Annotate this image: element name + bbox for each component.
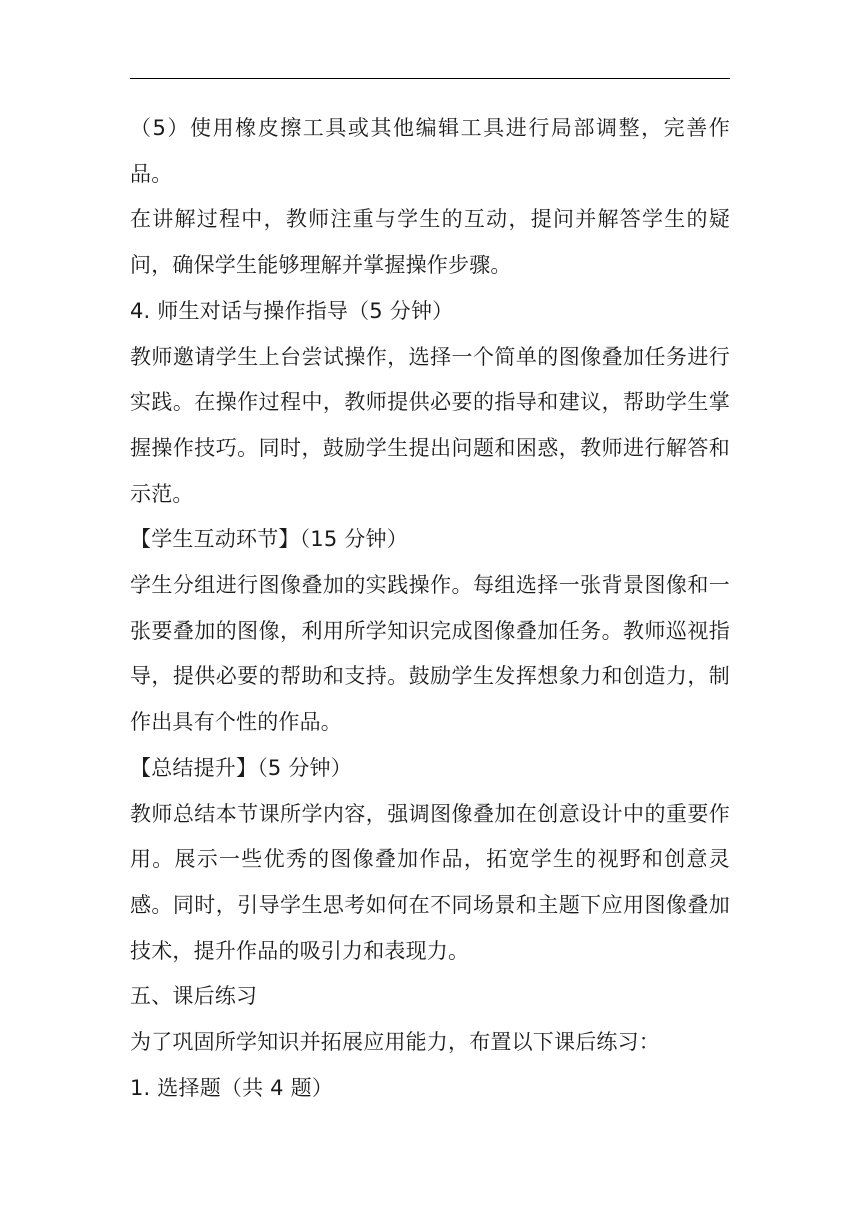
heading-summary: 【总结提升】（5 分钟） <box>130 755 352 780</box>
document-body <box>130 106 730 1111</box>
heading-homework: 五、课后练习 <box>130 984 258 1009</box>
paragraph-interaction-note: 在讲解过程中，教师注重与学生的互动，提问并解答学生的疑问，确保学生能够理解并掌握操作步骤。 <box>130 207 730 278</box>
heading-dialogue-guidance: 4. 师生对话与操作指导（5 分钟） <box>130 298 454 323</box>
paragraph-homework-intro: 为了巩固所学知识并拓展应用能力，布置以下课后练习： <box>130 1030 660 1055</box>
paragraph-summary: 教师总结本节课所学内容，强调图像叠加在创意设计中的重要作用。展示一些优秀的图像叠加作品，拓宽学生的视野和创意灵感。同时，引导学生思考如何在不同场景和主题下应用图像叠加技术，提升作品的吸引力和表现力。 <box>130 801 730 963</box>
paragraph-dialogue-guidance: 教师邀请学生上台尝试操作，选择一个简单的图像叠加任务进行实践。在操作过程中，教师提供必要的指导和建议，帮助学生掌握操作技巧。同时，鼓励学生提出问题和困惑，教师进行解答和示范。 <box>130 344 730 506</box>
heading-student-interaction: 【学生互动环节】（15 分钟） <box>130 527 408 552</box>
paragraph-step-5: （5）使用橡皮擦工具或其他编辑工具进行局部调整，完善作品。 <box>130 116 730 186</box>
paragraph-student-interaction: 学生分组进行图像叠加的实践操作。每组选择一张背景图像和一张要叠加的图像，利用所学知识完成图像叠加任务。教师巡视指导，提供必要的帮助和支持。鼓励学生发挥想象力和创造力，制作出具有个性的作品。 <box>130 573 730 735</box>
header-rule <box>130 78 730 79</box>
heading-multiple-choice: 1. 选择题（共 4 题） <box>130 1075 334 1100</box>
